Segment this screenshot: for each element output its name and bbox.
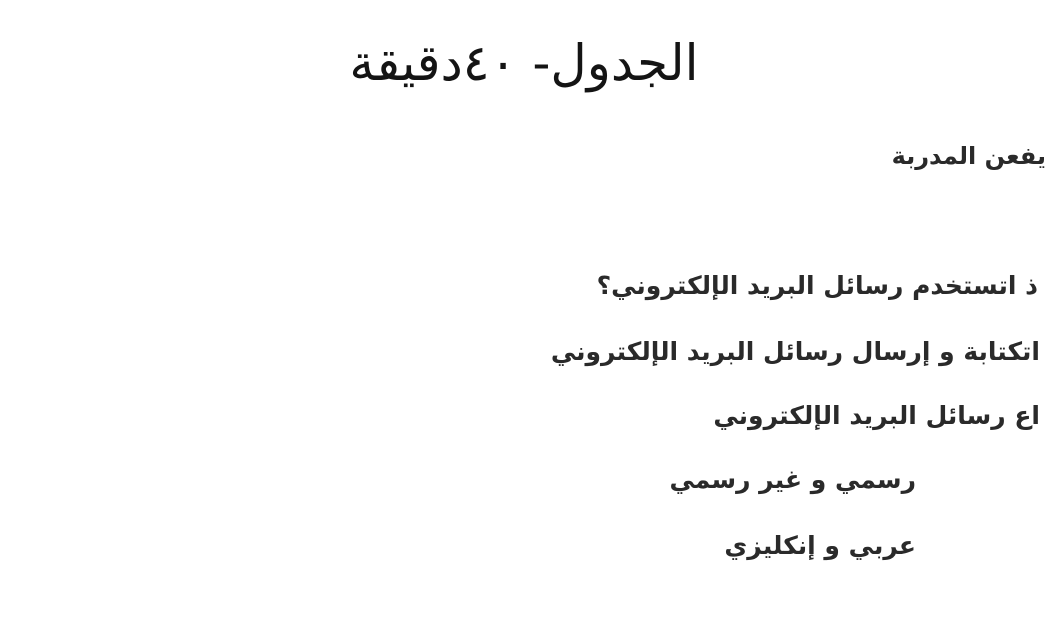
content-line-2: اتكتابة و إرسال رسائل البريد الإلكتروني (550, 337, 1040, 366)
content-line-3: اع رسائل البريد الإلكتروني (713, 401, 1040, 430)
content-line-5: عربي و إنكليزي (724, 531, 916, 560)
page-title: الجدول- ٤٠دقيقة (349, 34, 699, 92)
content-line-4: رسمي و غير رسمي (669, 465, 916, 494)
intro-line: يفعن المدربة (891, 142, 1046, 170)
content-line-1: ذ اتستخدم رسائل البريد الإلكتروني؟ (596, 271, 1038, 300)
